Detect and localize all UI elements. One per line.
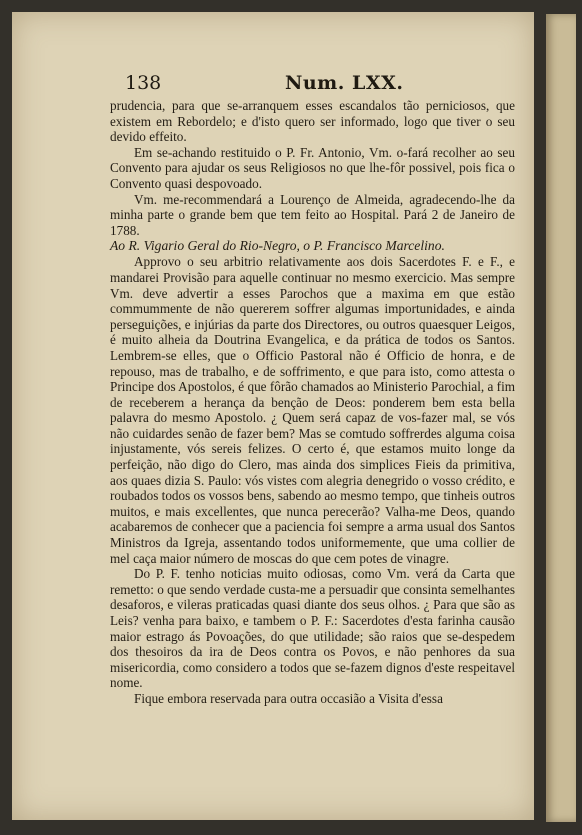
paragraph: Do P. F. tenho noticias muito odiosas, como Vm. verá da Carta que remetto: o que sendo verdade custa-me a persuadir que consinta semelhantes desaforos, e vileras praticadas quasi diante dos seus olhos. ¿ Para que são as Leis? venha para baixo, e tambem o P. F.: Sacerdotes d'esta farinha causão maior estrago ás Povoações, do que utilidade; são raios que se-despedem dos thesoiros da ira de Deos contra os Povos, e não penhores da sua misericordia, como considero a todos que se-fazem dignos d'este respeitavel nome. <box>110 566 516 691</box>
page-number: 138 <box>125 72 162 94</box>
page-header <box>125 72 521 96</box>
page-body <box>110 98 515 707</box>
paragraph: Em se-achando restituido o P. Fr. Antonio, Vm. o-fará recolher ao seu Convento para ajudar os seus Religiosos no que lhe-fôr possivel, pois fica o Convento quasi despovoado. <box>110 144 515 191</box>
running-head: Num. LXX. <box>285 72 404 94</box>
paragraph: Approvo o seu arbitrio relativamente aos dois Sacerdotes F. e F., e mandarei Provisão para aquelle continuar no mesmo exercicio. Mas sempre Vm. deve advertir a esses Parochos que a maxima em que estão commummente de não quererem soffrer algumas importunidades, e ainda perseguições, e injúrias da parte dos Directores, ou outros quaesquer Leigos, é muito alheia da Doutrina Evangelica, e da prática de todos os Santos. Lembrem-se elles, que o Officio Pastoral não é Officio de honra, e de repouso, mas de trabalho, e de soffrimento, e que para isto, como attesta o Principe dos Apostolos, é que fôrão chamados ao Ministerio Parochial, a fim de receberem a herança da benção de Deos: ponderem bem esta bella palavra do mesmo Apostolo. ¿ Quem será capaz de vos-fazer mal, se vós não cuidardes senão de fazer bem? Mas se comtudo soffrerdes alguma coisa injustamente, vós sereis felizes. O certo é, que estamos muito longe da perfeição, não digo do Clero, mas ainda dos simplices Fieis da primitiva, aos quaes dizia S. Paulo: vós vistes com alegria denegrido o vosso crédito, e roubados todos os vossos bens, sabendo ao mesmo tempo, que tinheis outros muitos, e mais excellentes, que nunca perecerão? Valha-me Deos, quando acabaremos de conhecer que a paciencia foi sempre a arma usual dos Santos Ministros da Igreja, assentando todos uniformemente, que uma collier de mel caça maior número de moscas do que cem potes de vinagre. <box>110 254 515 566</box>
paragraph-continuation: prudencia, para que se-arranquem esses escandalos tão perniciosos, que existem em Rebordelo; e d'isto quero ser informado, logo que tiver o seu devido effeito. <box>110 98 515 145</box>
adjacent-page-edge <box>546 14 576 822</box>
letter-address-heading: Ao R. Vigario Geral do Rio-Negro, o P. Francisco Marcelino. <box>110 238 445 254</box>
paragraph: Fique embora reservada para outra occasião a Visita d'essa <box>134 690 443 706</box>
paragraph-closing: Vm. me-recommendará a Lourenço de Almeida, agradecendo-lhe da minha parte o grande bem que tem feito ao Hospital. Pará 2 de Janeiro de 1788. <box>110 191 515 238</box>
